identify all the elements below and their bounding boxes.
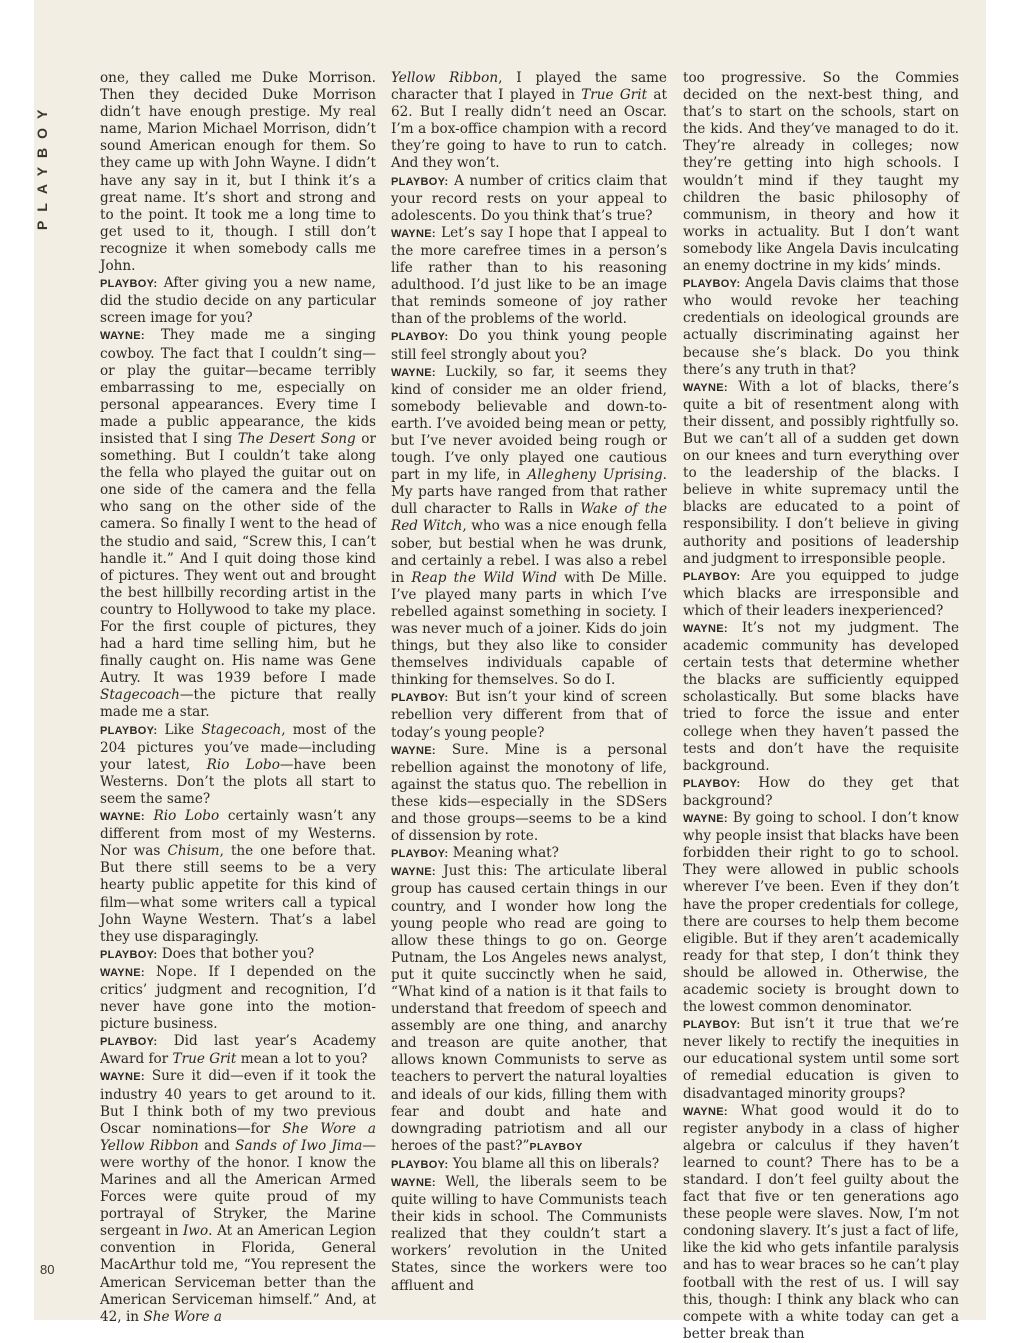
title-italic: Reap the Wild Wind bbox=[411, 569, 557, 586]
paragraph-text: —the picture that really made me a star. bbox=[100, 687, 376, 721]
interview-paragraph bbox=[391, 689, 667, 741]
paragraph-text: , most of the 204 pictures you’ve made—including your latest, bbox=[100, 721, 376, 773]
paragraph-text: Sure it did—even if it took the industry 40 years to get around to it. But I think both of my two previous Oscar nominations—for bbox=[100, 1068, 376, 1137]
text-column-1 bbox=[100, 70, 377, 1325]
title-italic: Chisum bbox=[167, 843, 220, 860]
paragraph-text: one, they called me Duke Morrison. Then they decided Duke Morrison didn’t have enough prestige. My real name, Marion Michael Morrison, didn’t sound American enough for them. So they came up with John Wayne. I didn’t have any say in it, but I think it’s a great name. It’s short and strong and to the point. It took me a long time to get used to it, though. I still don’t recognize it when somebody calls me John. bbox=[100, 70, 376, 275]
paragraph-text: Luckily, so far, it seems they kind of consider me an older friend, somebody believable and down-to-earth. I’ve avoided being mean or petty, but I’ve never avoided being rough or tough. I’ve only played one cautious part in my life, in bbox=[391, 363, 667, 484]
speaker-label: WAYNE: bbox=[683, 623, 728, 635]
paragraph-text: A number of critics claim that your record rests on your appeal to adolescents. Do you think that’s true? bbox=[391, 172, 667, 224]
speaker-label: WAYNE: bbox=[391, 227, 436, 240]
interview-paragraph bbox=[391, 173, 667, 225]
speaker-label: WAYNE: bbox=[683, 813, 728, 826]
paragraph-text: Nope. If I depended on the critics’ judgment and recognition, I’d never have gone into the motion-picture business. bbox=[100, 963, 376, 1033]
paragraph-text: or something. But I couldn’t take along the fella who played the guitar out on one side of the camera and the fella who sang on the other side of the camera. So finally I went to the head of the studio and said, “Screw this, I can’t handle it.” And I quit doing those kind of pictures. They went out and brought the best hillbilly recording artist in the country to Hollywood to take my place. For the first couple of pictures, they had a hard time selling him, but he finally caught on. His name was Gene Autry. It was 1939 before I made bbox=[100, 430, 376, 687]
speaker-label: PLAYBOY: bbox=[683, 777, 741, 790]
interview-paragraph bbox=[683, 810, 959, 1016]
title-italic: Stagecoach bbox=[201, 721, 282, 738]
interview-paragraph bbox=[683, 1103, 959, 1343]
title-italic: Rio Lobo bbox=[153, 808, 220, 825]
speaker-label: PLAYBOY: bbox=[683, 1019, 741, 1032]
title-italic: True Grit bbox=[172, 1051, 237, 1068]
title-italic: Wake of the Red Witch bbox=[391, 501, 667, 535]
speaker-label: WAYNE: bbox=[100, 811, 145, 824]
interview-paragraph bbox=[683, 70, 959, 275]
title-italic: Allegheny Uprising bbox=[527, 467, 663, 484]
paragraph-text: , the one before that. But there still seems to be a very hearty public appetite for this kind of film—what some writers call a typical John Wayne Western. That’s a label they use disparagingly. bbox=[100, 843, 377, 945]
title-italic: She Wore a bbox=[143, 1308, 223, 1325]
interview-paragraph bbox=[100, 722, 376, 808]
paragraph-text: It’s not my judgment. The academic community has developed certain tests that determine whether the blacks are sufficiently equipped scholastically. But some blacks have tried to force the issue and enter college when they haven’t passed the tests and don’t have the requisite background. bbox=[683, 620, 959, 774]
paragraph-text: By going to school. I don’t know why people insist that blacks have been forbidden their right to go to school. They were allowed in public schools wherever I’ve been. Even if they don’t have the proper credentials for college, there are courses to help them become eligible. But if they aren’t academically ready for that step, I don’t think they should be allowed in. Otherwise, the academic society is brought down to the lowest common denominator. bbox=[683, 810, 959, 1016]
interview-paragraph bbox=[391, 1156, 667, 1174]
paragraph-text: , I played the same character that I played in bbox=[391, 70, 667, 104]
speaker-label: PLAYBOY: bbox=[100, 1036, 158, 1049]
paragraph-text: Meaning what? bbox=[448, 845, 559, 862]
speaker-label: PLAYBOY: bbox=[391, 1158, 449, 1171]
speaker-label: PLAYBOY: bbox=[100, 278, 158, 291]
title-italic: She Wore a Yellow Ribbon bbox=[100, 1120, 376, 1154]
interview-paragraph bbox=[683, 775, 959, 810]
interview-paragraph bbox=[391, 845, 667, 863]
paragraph-text: . At an American Legion convention in Florida, General MacArthur told me, “You represent the American Serviceman better than the American Serviceman himself.” And, at 42, in bbox=[100, 1223, 376, 1325]
paragraph-text: What good would it do to register anybody in a class of higher algebra or calculus if they haven’t learned to count? There has to be a standard. I don’t feel guilty about the fact that five or ten generations ago these people were slaves. Now, I’m not condoning slavery. It’s just a fact of life, like the kid who gets infantile paralysis and has to wear braces so he can’t play football with the rest of us. I will say this, though: I think any black who can compete with a white today can get a better break than bbox=[683, 1102, 959, 1342]
title-italic: Rio Lobo bbox=[206, 756, 280, 773]
interview-paragraph bbox=[391, 225, 667, 329]
paragraph-text: Do you think young people still feel strongly about you? bbox=[391, 328, 667, 363]
paragraph-text: Are you equipped to judge which blacks are irresponsible and which of their leaders inexperienced? bbox=[683, 567, 959, 619]
interview-paragraph bbox=[391, 863, 667, 1156]
interview-paragraph bbox=[100, 808, 376, 946]
interview-paragraph bbox=[100, 1033, 376, 1068]
paragraph-text: But isn’t it true that we’re never likely to rectify the inequities in our educational system until some sort of remedial education is given to disadvantaged minority groups? bbox=[683, 1016, 959, 1102]
title-italic: The Desert Song bbox=[237, 430, 356, 447]
speaker-label: WAYNE: bbox=[391, 1177, 436, 1189]
interview-paragraph bbox=[100, 275, 376, 327]
paragraph-text: with De Mille. I’ve played many parts in which I’ve rebelled against something in society. I was never much of a joiner. Kids do join things, but they also like to consider themselves individuals capable of thinking for themselves. So do I. bbox=[391, 569, 668, 689]
paragraph-text: at 62. But I really didn’t need an Oscar. I’m a box-office champion with a record they’re going to have to run to catch. And they won’t. bbox=[391, 87, 667, 172]
paragraph-text: mean a lot to you? bbox=[236, 1051, 368, 1068]
paragraph-text: Angela Davis claims that those who would revoke her teaching credentials on ideological grounds are actually discriminating against her because she’s black. Do you think there’s any truth in that? bbox=[683, 275, 959, 378]
paragraph-text: —were worthy of the honor. I know the Marines and all the American Armed Forces were quite proud of my portrayal of Stryker, the Marine sergeant in bbox=[100, 1137, 376, 1240]
speaker-label: PLAYBOY: bbox=[100, 724, 158, 737]
paragraph-text: You blame all this on liberals? bbox=[448, 1155, 660, 1172]
speaker-label: PLAYBOY: bbox=[391, 331, 449, 344]
speaker-label: PLAYBOY: bbox=[683, 278, 741, 291]
magazine-title: PLAYBOY bbox=[34, 100, 50, 230]
paragraph-text: After giving you a new name, did the studio decide on any particular screen image for you? bbox=[100, 275, 376, 327]
paragraph-text: Sure. Mine is a personal rebellion against the monotony of life, against the status quo. The rebellion in these kids—especially in the SDSers and those groups—seems to be a kind of dissension by rote. bbox=[391, 741, 667, 845]
interview-paragraph bbox=[391, 328, 667, 363]
speaker-label: PLAYBOY: bbox=[391, 692, 449, 705]
paragraph-text: —have been Westerns. Don’t the plots all start to seem the same? bbox=[100, 756, 377, 807]
speaker-label: PLAYBOY: bbox=[391, 848, 449, 861]
paragraph-text: With a lot of blacks, there’s quite a bit of resentment along with their dissent, and possibly rightfully so. But we can’t all of a sudden get down on our knees and turn everything over to the leadership of the blacks. I believe in white supremacy until the blacks are educated to a point of responsibility. I don’t believe in giving authority and positions of leadership and judgment to irresponsible people. bbox=[683, 378, 959, 567]
text-column-3 bbox=[683, 70, 959, 1342]
title-italic: Iwo bbox=[182, 1223, 209, 1240]
interview-paragraph bbox=[683, 620, 959, 775]
interview-paragraph bbox=[100, 70, 376, 275]
interview-paragraph bbox=[100, 1068, 376, 1325]
interview-paragraph bbox=[683, 568, 959, 620]
interview-paragraph bbox=[683, 1016, 959, 1102]
interview-paragraph bbox=[683, 379, 959, 568]
speaker-label: WAYNE: bbox=[100, 330, 145, 343]
paragraph-text: too progressive. So the Commies decided on the next-best thing, and that’s to start on the schools, start on the kids. And they’ve managed to do it. They’re already in colleges; now they’re getting into high schools. I wouldn’t mind if they taught my children the basic philosophy of communism, in theory and how it works in actuality. But I don’t want somebody like Angela Davis inculcating an enemy doctrine in my kids’ minds. bbox=[683, 70, 959, 275]
interview-paragraph bbox=[100, 327, 376, 721]
paragraph-text: Let’s say I hope that I appeal to the more carefree times in a person’s life rather than to his reasoning adulthood. I’d just like to be an image that reminds someone of joy rather than of the problems of the world. bbox=[391, 224, 667, 328]
interview-paragraph bbox=[391, 70, 667, 173]
text-column-2 bbox=[391, 70, 668, 1294]
speaker-label: WAYNE: bbox=[100, 1071, 145, 1084]
paragraph-text: certainly wasn’t any different from most of my Westerns. Nor was bbox=[100, 808, 376, 860]
speaker-label: WAYNE: bbox=[683, 1105, 728, 1118]
speaker-label: WAYNE: bbox=[391, 744, 436, 757]
speaker-label: PLAYBOY: bbox=[100, 948, 158, 961]
paragraph-text: , who was a nice enough fella sober, but bestial when he was drunk, and certainly a rebel. I was also a rebel in bbox=[391, 518, 667, 586]
paragraph-text: They made me a singing cowboy. The fact that I couldn’t sing—or play the guitar—became terribly embarrassing to me, especially on personal appearances. Every time I made a public appearance, the kids insisted that I sing bbox=[100, 327, 376, 447]
title-italic: Sands of Iwo Jima bbox=[235, 1137, 363, 1154]
paragraph-text: and bbox=[198, 1137, 236, 1154]
page-number: 80 bbox=[40, 1262, 55, 1277]
paragraph-text: Just this: The articulate liberal group has caused certain things in our country, and I wonder how long the young people who read bbox=[391, 863, 667, 932]
paragraph-text: But isn’t your kind of screen rebellion very different from that of today’s young people? bbox=[391, 689, 667, 741]
paragraph-text bbox=[145, 808, 154, 824]
speaker-label: WAYNE: bbox=[391, 366, 436, 379]
interview-paragraph bbox=[100, 964, 376, 1033]
paragraph-text: . My parts have ranged from that rather dull character to Ralls in bbox=[391, 467, 667, 518]
paragraph-text: are going to allow these things to go on. George Putnam, the Los Angeles news analyst, put it quite succinctly when he said, “What kind of a nation is it that fails to understand that freedom of speech and assembly are one thing, and anarchy and treason are quite another, that allows known Communists to serve as teachers to pervert the natural loyalties and ideals of our kids, filling them with fear and doubt and hate and downgrading patriotism and all our heroes of the past?” bbox=[391, 915, 667, 1154]
interview-paragraph bbox=[391, 1174, 667, 1295]
paragraph-text: Does that bother you? bbox=[157, 945, 315, 962]
interview-paragraph bbox=[683, 275, 959, 379]
speaker-label: WAYNE: bbox=[683, 381, 728, 394]
speaker-label: PLAYBOY: bbox=[683, 570, 741, 583]
speaker-label: PLAYBOY: bbox=[391, 175, 449, 188]
speaker-label: WAYNE: bbox=[100, 966, 145, 979]
paragraph-text: Did last year’s Academy Award for bbox=[100, 1033, 376, 1068]
paragraph-text: How do they get that background? bbox=[683, 774, 959, 809]
title-italic: Stagecoach bbox=[100, 687, 180, 704]
interview-paragraph bbox=[391, 364, 667, 690]
paragraph-text: Like bbox=[157, 721, 202, 738]
title-italic: True Grit bbox=[581, 87, 648, 104]
speaker-label: WAYNE: bbox=[391, 866, 436, 879]
interview-paragraph bbox=[100, 946, 376, 964]
title-italic: Yellow Ribbon bbox=[391, 70, 499, 86]
magazine-name-inline: PLAYBOY bbox=[529, 1140, 583, 1153]
paragraph-text: Well, the liberals seem to be quite willing to have Communists teach their kids in school. The Communists realized that they couldn’t start a workers’ revolution in the United States, since the workers were too affluent and bbox=[391, 1174, 667, 1294]
interview-paragraph bbox=[391, 742, 667, 846]
